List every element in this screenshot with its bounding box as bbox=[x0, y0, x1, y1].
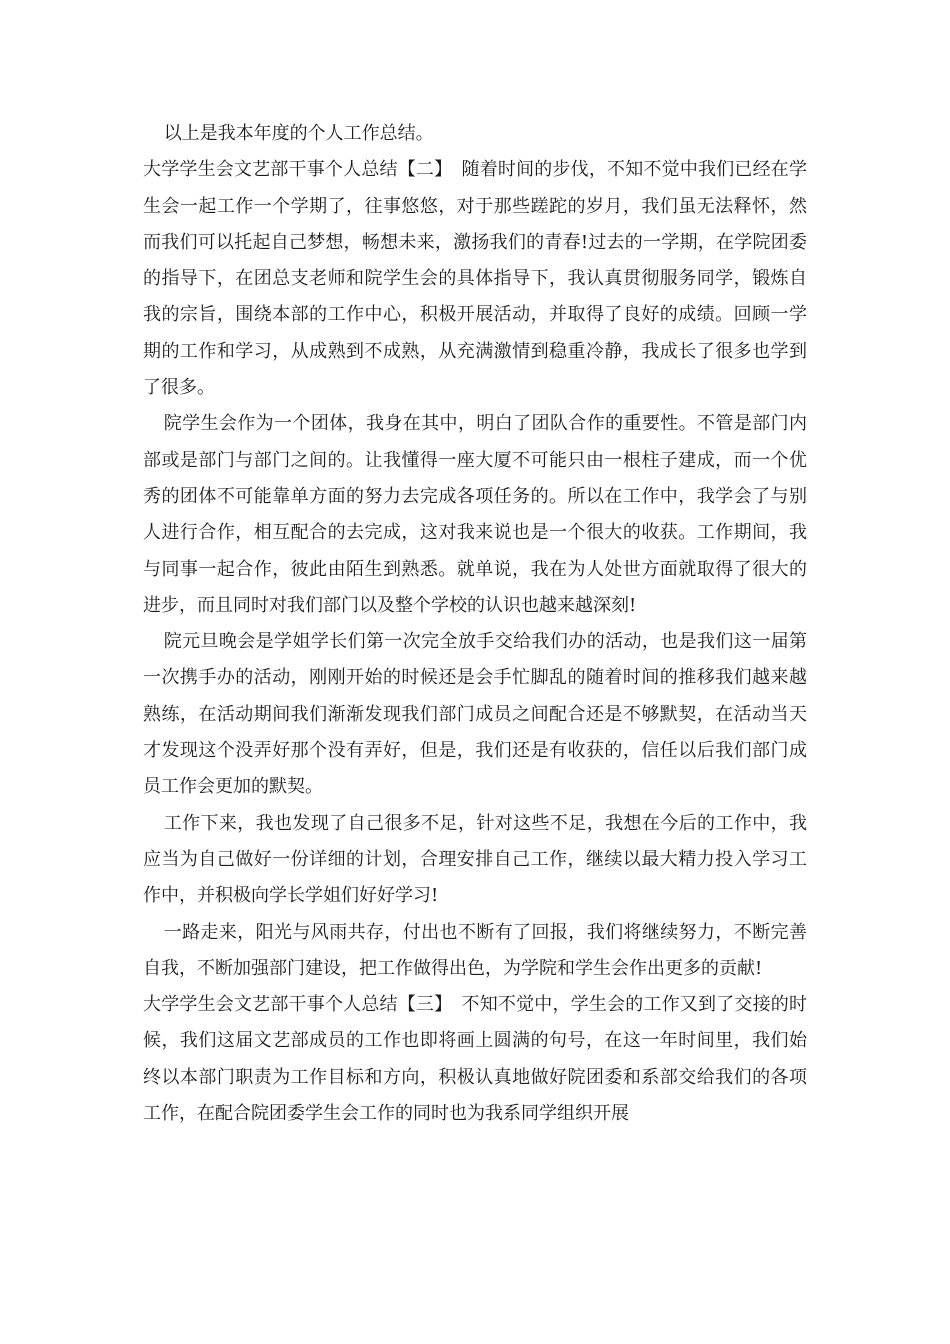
paragraph-new-year-gala: 院元旦晚会是学姐学长们第一次完全放手交给我们办的活动，也是我们这一届第一次携手办的活动，刚刚开始的时候还是会手忙脚乱的随着时间的推移我们越来越熟练，在活动期间我们渐渐发现我们部门成员之间配合还是不够默契，在活动当天才发现这个没弄好那个没有弄好，但是，我们还是有收获的，信任以后我们部门成员工作会更加的默契。 bbox=[143, 631, 807, 798]
paragraph-summary-two: 大学学生会文艺部干事个人总结【二】 随着时间的步伐，不知不觉中我们已经在学生会一起工作一个学期了，往事悠悠，对于那些蹉跎的岁月，我们虽无法释怀，然而我们可以托起自己梦想，畅想未来，激扬我们的青春!过去的一学期，在学院团委的指导下，在团总支老师和院学生会的具体指导下，我认真贯彻服务同学，锻炼自我的宗旨，围绕本部的工作中心，积极开展活动，并取得了良好的成绩。回顾一学期的工作和学习，从成熟到不成熟，从充满激情到稳重冷静，我成长了很多也学到了很多。 bbox=[143, 159, 807, 399]
paragraph-looking-forward: 一路走来，阳光与风雨共存，付出也不断有了回报，我们将继续努力，不断完善自我，不断加强部门建设，把工作做得出色，为学院和学生会作出更多的贡献! bbox=[143, 921, 807, 979]
paragraph-shortcomings: 工作下来，我也发现了自己很多不足，针对这些不足，我想在今后的工作中，我应当为自己做好一份详细的计划，合理安排自己工作，继续以最大精力投入学习工作中，并积极向学长学姐们好好学习! bbox=[143, 812, 807, 907]
paragraph-conclusion: 以上是我本年度的个人工作总结。 bbox=[163, 123, 434, 144]
document-body bbox=[143, 116, 807, 1132]
paragraph-teamwork: 院学生会作为一个团体，我身在其中，明白了团队合作的重要性。不管是部门内部或是部门与部门之间的。让我懂得一座大厦不可能只由一根柱子建成，而一个优秀的团体不可能靠单方面的努力去完成各项任务的。所以在工作中，我学会了与别人进行合作，相互配合的去完成，这对我来说也是一个很大的收获。工作期间，我与同事一起合作，彼此由陌生到熟悉。就单说，我在为人处世方面就取得了很大的进步，而且同时对我们部门以及整个学校的认识也越来越深刻! bbox=[143, 413, 807, 616]
paragraph-summary-three: 大学学生会文艺部干事个人总结【三】 不知不觉中，学生会的工作又到了交接的时候，我们这届文艺部成员的工作也即将画上圆满的句号，在这一年时间里，我们始终以本部门职责为工作目标和方向，积极认真地做好院团委和系部交给我们的各项工作，在配合院团委学生会工作的同时也为我系同学组织开展 bbox=[143, 994, 807, 1125]
